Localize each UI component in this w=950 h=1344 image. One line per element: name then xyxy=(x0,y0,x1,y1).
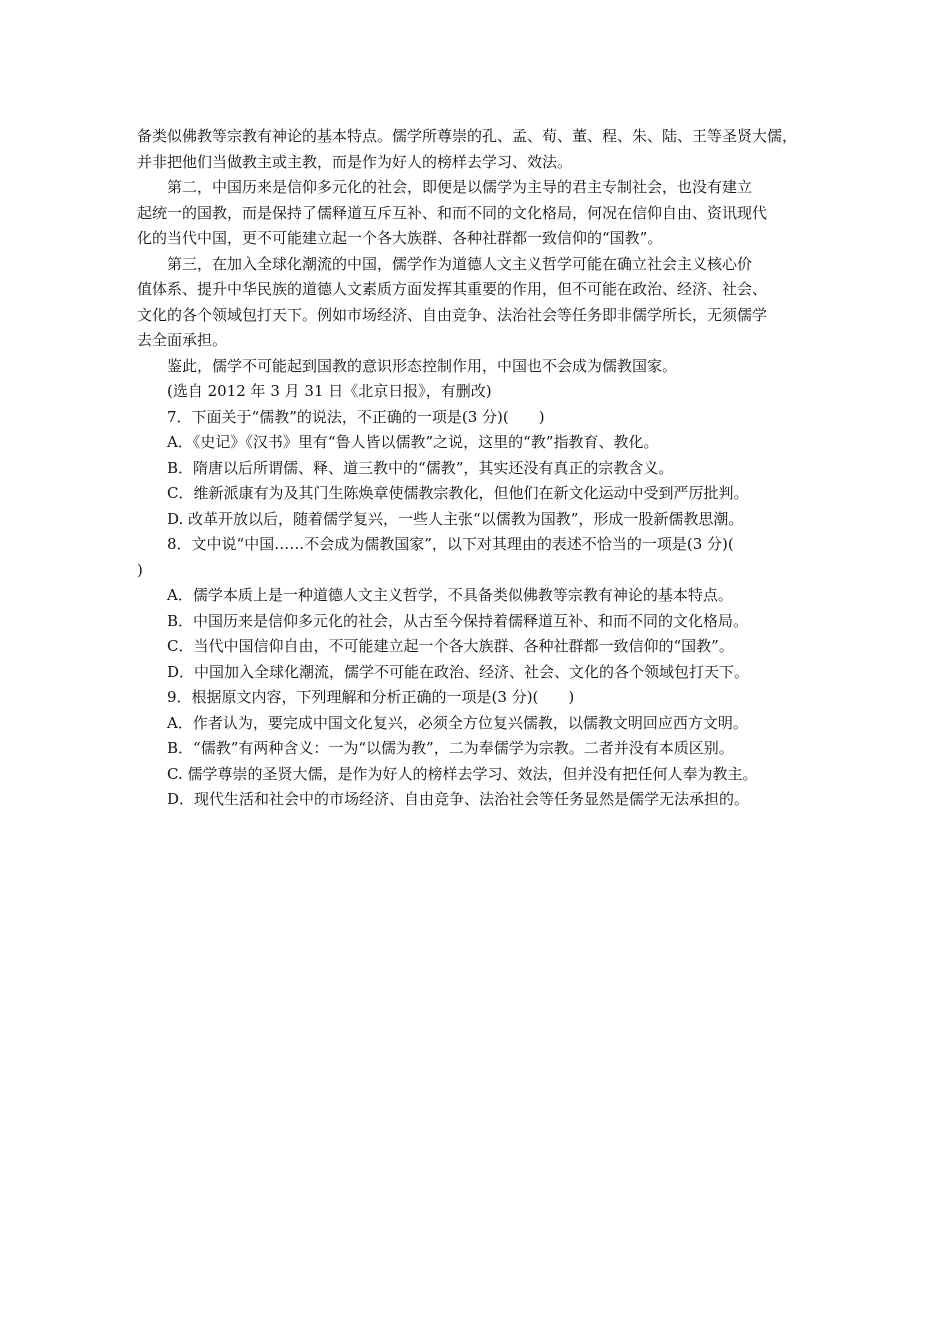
text-line: 文化的各个领域包打天下。例如市场经济、自由竞争、法治社会等任务即非儒学所长，无须儒学 xyxy=(137,305,768,324)
option-d: D. 改革开放以后，随着儒学复兴，一些人主张“以儒教为国教”，形成一股新儒教思潮。 xyxy=(167,509,744,528)
option-a: A．作者认为，要完成中国文化复兴，必须全方位复兴儒教，以儒教文明回应西方文明。 xyxy=(167,713,748,732)
passage-paragraph-continued xyxy=(137,124,817,175)
passage-source: (选自 2012 年 3 月 31 日《北京日报》，有删改) xyxy=(167,382,492,400)
text-line: 起统一的国教，而是保持了儒释道互斥互补、和而不同的文化格局，何况在信仰自由、资讯现代 xyxy=(137,203,768,222)
option-a: A．儒学本质上是一种道德人文主义哲学，不具备类似佛教等宗教有神论的基本特点。 xyxy=(167,586,733,604)
question-8 xyxy=(137,532,817,685)
text-line: 并非把他们当做教主或主教，而是作为好人的榜样去学习、效法。 xyxy=(137,152,573,171)
text-line: 化的当代中国，更不可能建立起一个各大族群、各种社群都一致信仰的“国教”。 xyxy=(137,229,663,247)
question-stem: 9．根据原文内容，下列理解和分析正确的一项是(3 分)( ) xyxy=(167,688,575,706)
option-d: D．中国加入全球化潮流，儒学不可能在政治、经济、社会、文化的各个领域包打天下。 xyxy=(167,662,750,681)
text-line: 第三，在加入全球化潮流的中国，儒学作为道德人文主义哲学可能在确立社会主义核心价 xyxy=(167,254,753,273)
option-a: A．《史记》《汉书》里有“鲁人皆以儒教”之说，这里的“教”指教育、教化。 xyxy=(167,433,659,451)
question-stem: 8．文中说“中国……不会成为儒教国家”，以下对其理由的表述不恰当的一项是(3 分)( xyxy=(167,535,734,553)
passage-paragraph-third xyxy=(137,252,817,354)
text-line: 值体系、提升中华民族的道德人文素质方面发挥其重要的作用，但不可能在政治、经济、社会、 xyxy=(137,280,768,298)
option-b: B．“儒教”有两种含义：一为“以儒为教”，二为奉儒学为宗教。二者并没有本质区别。 xyxy=(167,739,734,757)
question-9 xyxy=(137,685,817,813)
passage-paragraph-second xyxy=(137,175,817,252)
passage-conclusion: 鉴此，儒学不可能起到国教的意识形态控制作用，中国也不会成为儒教国家。 xyxy=(167,356,678,375)
document-page xyxy=(137,124,817,813)
text-line: 备类似佛教等宗教有神论的基本特点。儒学所尊崇的孔、孟、荀、董、程、朱、陆、王等圣贤大儒， xyxy=(137,127,798,145)
question-stem-continued: ) xyxy=(137,560,143,579)
option-b: B．中国历来是信仰多元化的社会，从古至今保持着儒释道互补、和而不同的文化格局。 xyxy=(167,611,749,630)
option-c: C. 儒学尊崇的圣贤大儒，是作为好人的榜样去学习、效法，但并没有把任何人奉为教主。 xyxy=(167,764,758,783)
option-c: C．当代中国信仰自由，不可能建立起一个各大族群、各种社群都一致信仰的“国教”。 xyxy=(167,637,734,655)
option-c: C．维新派康有为及其门生陈焕章使儒教宗教化，但他们在新文化运动中受到严厉批判。 xyxy=(167,484,749,502)
question-stem: 7．下面关于“儒教”的说法，不正确的一项是(3 分)( ) xyxy=(167,407,545,426)
option-b: B．隋唐以后所谓儒、释、道三教中的“儒教”，其实还没有真正的宗教含义。 xyxy=(167,458,674,477)
option-d: D．现代生活和社会中的市场经济、自由竞争、法治社会等任务显然是儒学无法承担的。 xyxy=(167,790,750,808)
text-line: 去全面承担。 xyxy=(137,331,228,349)
question-7 xyxy=(137,405,817,533)
text-line: 第二，中国历来是信仰多元化的社会，即便是以儒学为主导的君主专制社会，也没有建立 xyxy=(167,178,753,196)
